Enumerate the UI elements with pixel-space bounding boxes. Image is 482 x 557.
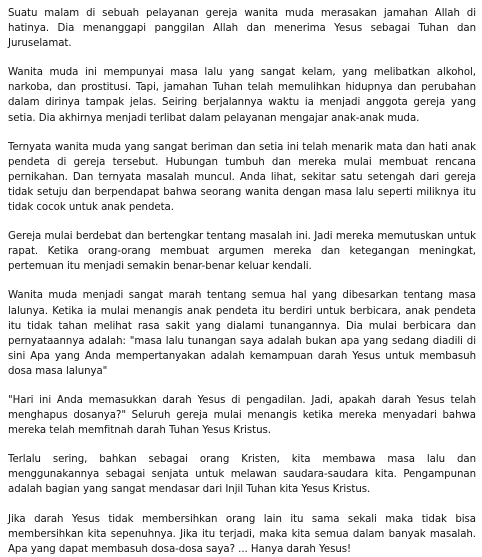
paragraph-4: Gereja mulai berdebat dan bertengkar tentang masalah ini. Jadi mereka memutuskan untuk rapat. Ketika orang-orang membuat argumen mereka dan ketegangan meningkat, pertemuan itu menjadi semakin benar-benar keluar kendali. xyxy=(8,231,476,273)
paragraph-1: Suatu malam di sebuah pelayanan gereja wanita muda merasakan jamahan Allah di hatinya. Dia menanggapi panggilan Allah dan menerima Yesus sebagai Tuhan dan Juruselamat. xyxy=(8,8,476,50)
paragraph-8: Jika darah Yesus tidak membersihkan orang lain itu sama sekali maka tidak bisa membersihkan kita sepenuhnya. Jika itu terjadi, maka kita semua dalam banyak masalah. Apa yang dapat membasuh dosa-dosa saya? ... Hanya darah Yesus! xyxy=(8,513,476,555)
paragraph-2: Wanita muda ini mempunyai masa lalu yang sangat kelam, yang melibatkan alkohol, narkoba, dan prostitusi. Tapi, jamahan Tuhan telah memulihkan hidupnya dan perubahan dalam dirinya tampak jelas. Seiring berjalannya waktu ia menjadi anggota gereja yang setia. Dia akhirnya menjadi terlibat dalam pelayanan mengajar anak-anak muda. xyxy=(8,67,476,124)
paragraph-3: Ternyata wanita muda yang sangat beriman dan setia ini telah menarik mata dan hati anak pendeta di gereja tersebut. Hubungan tumbuh dan mereka mulai membuat rencana pernikahan. Dan ternyata masalah muncul. Anda lihat, sekitar satu setengah dari gereja tidak setuju dan berpendapat bahwa seorang wanita dengan masa lalu seperti miliknya itu tidak cocok untuk anak pendeta. xyxy=(8,141,476,214)
paragraph-5: Wanita muda menjadi sangat marah tentang semua hal yang dibesarkan tentang masa lalunya. Ketika ia mulai menangis anak pendeta itu berdiri untuk berbicara, anak pendeta itu tidak tahan melihat rasa sakit yang dialami tunangannya. Dia mulai berbicara dan pernyataannya adalah: "masa lalu tunangan saya adalah bukan apa yang sedang diadili di sini Apa yang Anda mempertanyakan adalah kemampuan darah Yesus untuk membasuh dosa masa lalunya" xyxy=(8,290,476,377)
paragraph-7: Terlalu sering, bahkan sebagai orang Kristen, kita membawa masa lalu dan menggunakannya sebagai senjata untuk melawan saudara-saudara kita. Pengampunan adalah bagian yang sangat mendasar dari Injil Tuhan kita Yesus Kristus. xyxy=(8,454,476,496)
paragraph-6: "Hari ini Anda memasukkan darah Yesus di pengadilan. Jadi, apakah darah Yesus telah menghapus dosanya?" Seluruh gereja mulai menangis ketika mereka menyadari bahwa mereka telah memfitnah darah Tuhan Yesus Kristus. xyxy=(8,394,476,437)
